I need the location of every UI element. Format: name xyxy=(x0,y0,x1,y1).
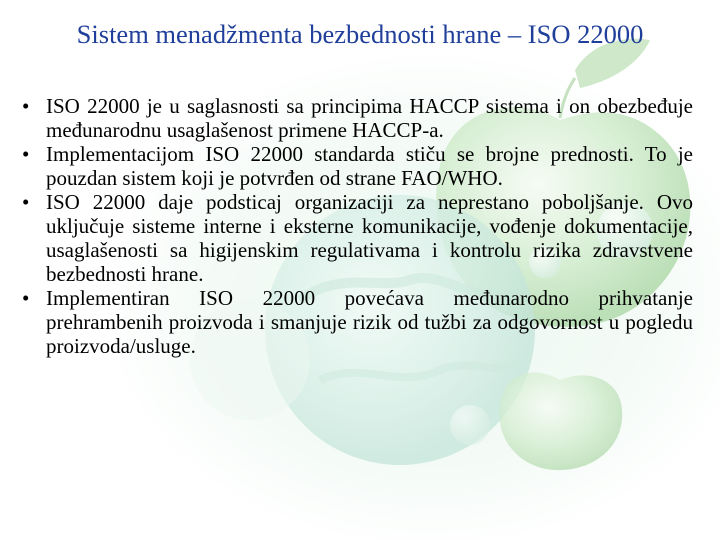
slide-title: Sistem menadžmenta bezbednosti hrane – ISO 22000 xyxy=(76,19,644,49)
bullet-marker: • xyxy=(22,142,30,166)
bullet-text: Implementacijom ISO 22000 standarda stiču se brojne prednosti. To je pouzdan sistem koji je potvrđen od strane FAO/WHO. xyxy=(46,142,693,190)
bullet-item xyxy=(20,190,693,286)
bullet-item xyxy=(20,142,693,190)
bullet-marker: • xyxy=(22,94,30,118)
bullet-text: Implementiran ISO 22000 povećava međunarodno prihvatanje prehrambenih proizvoda i smanjuje rizik od tužbi za odgovornost u pogledu proizvoda/usluge. xyxy=(46,286,693,358)
bullet-text: ISO 22000 je u saglasnosti sa principima HACCP sistema i on obezbeđuje međunarodnu usaglašenost primene HACCP-a. xyxy=(46,94,693,142)
bullet-text: ISO 22000 daje podsticaj organizaciji za neprestano poboljšanje. Ovo uključuje sisteme interne i eksterne komunikacije, vođenje dokumentacije, usaglašenosti sa higijenskim regulativama i kontrolu rizika zdravstvene bezbednosti hrane. xyxy=(46,190,693,286)
bullet-item xyxy=(20,94,693,142)
bullet-item xyxy=(20,286,693,358)
bullet-marker: • xyxy=(22,286,30,310)
bullet-list xyxy=(20,94,693,358)
bullet-marker: • xyxy=(22,190,30,214)
